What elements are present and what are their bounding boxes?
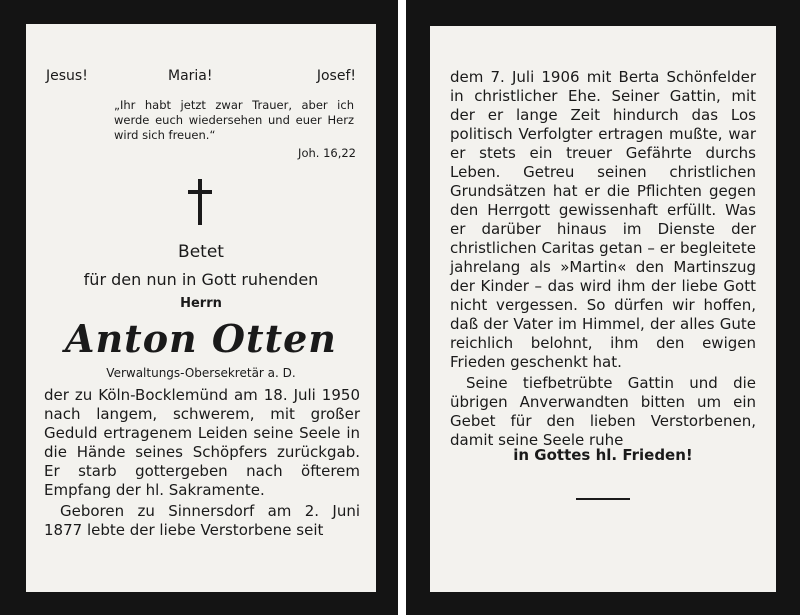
deceased-title: Verwaltungs-Obersekretär a. D. — [106, 366, 296, 380]
right-paragraph-2: Seine tiefbetrübte Gattin und die übrigen Anverwandten bitten um ein Gebet für den lieben Verstorbenen, damit seine Seele ruhe — [450, 374, 756, 449]
left-card-panel — [26, 24, 376, 592]
betet-line: Betet — [178, 242, 224, 262]
closing-rule — [576, 498, 630, 500]
invocation-jesus: Jesus! — [46, 68, 88, 84]
invocation-josef: Josef! — [316, 68, 356, 84]
right-body-text — [450, 68, 756, 450]
right-card-panel — [430, 26, 776, 592]
left-paragraph-1: der zu Köln-Bocklemünd am 18. Juli 1950 nach langem, schwerem, mit großer Geduld ertragenem Leiden seine Seele in die Hände seines Schöpfers zurückgab. Er starb gottergeben nach öfterem Empfang der hl. Sakramente. — [44, 386, 360, 499]
bible-quote-reference: Joh. 16,22 — [298, 146, 356, 160]
prayer-line: für den nun in Gott ruhenden — [83, 270, 319, 289]
invocation-maria: Maria! — [168, 68, 213, 84]
closing-line: in Gottes hl. Frieden! — [513, 446, 693, 464]
deceased-name: Anton Otten — [65, 316, 337, 361]
left-paragraph-2: Geboren zu Sinnersdorf am 2. Juni 1877 lebte der liebe Verstorbene seit — [44, 502, 360, 539]
right-paragraph-1: dem 7. Juli 1906 mit Berta Schönfelder in christlicher Ehe. Seiner Gattin, mit der er lange Zeit hindurch das Los politisch Verfolgter ertragen mußte, war er stets ein treuer Gefährte durchs Leben. Getreu seinen christlichen Grundsätzen hat er die Pflichten gegen den Herrgott gewissenhaft erfüllt. Was er darüber hinaus im Dienste der christlichen Caritas getan – er begleitete jahrelang als »Martin« den Martinszug der Kinder – das wird ihm der liebe Gott nicht vergessen. So dürfen wir hoffen, daß der Vater im Himmel, der alles Gute reichlich belohnt, ihm den ewigen Frieden geschenkt hat. — [450, 68, 756, 371]
left-body-text — [44, 386, 360, 540]
bible-quote: „Ihr habt jetzt zwar Trauer, aber ich werde euch wiedersehen und euer Herz wird sich freuen.“ — [114, 98, 354, 142]
honorific: Herrn — [180, 296, 222, 311]
right-card — [406, 0, 800, 615]
left-card — [0, 0, 398, 615]
cross-icon — [188, 179, 212, 225]
